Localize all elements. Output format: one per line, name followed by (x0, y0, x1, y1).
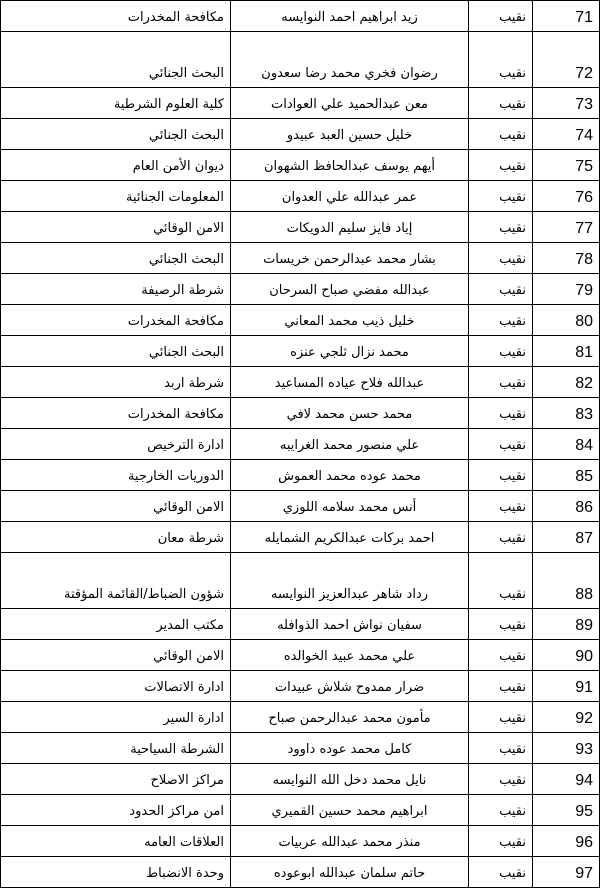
table-row (1, 764, 600, 795)
row-rank: نقيب (469, 733, 533, 764)
officers-table-body (1, 1, 600, 888)
row-number: 73 (533, 88, 600, 119)
row-rank: نقيب (469, 398, 533, 429)
row-name: محمد نزال ثلجي عنزه (231, 336, 469, 367)
row-name: عبدالله فلاح عياده المساعيد (231, 367, 469, 398)
row-unit: المعلومات الجنائية (1, 181, 231, 212)
row-rank: نقيب (469, 795, 533, 826)
table-row (1, 181, 600, 212)
row-number: 90 (533, 640, 600, 671)
row-number: 74 (533, 119, 600, 150)
row-unit: البحث الجنائي (1, 32, 231, 88)
row-number: 81 (533, 336, 600, 367)
table-row (1, 826, 600, 857)
row-unit: شرطة معان (1, 522, 231, 553)
row-rank: نقيب (469, 243, 533, 274)
row-rank: نقيب (469, 702, 533, 733)
table-row (1, 274, 600, 305)
row-unit: شرطة الرصيفة (1, 274, 231, 305)
row-number: 71 (533, 1, 600, 32)
row-unit: الدوريات الخارجية (1, 460, 231, 491)
row-name: عبدالله مفضي صباح السرحان (231, 274, 469, 305)
row-name: خليل ذيب محمد المعاني (231, 305, 469, 336)
row-unit: ادارة الاتصالات (1, 671, 231, 702)
row-rank: نقيب (469, 88, 533, 119)
row-number: 95 (533, 795, 600, 826)
row-rank: نقيب (469, 1, 533, 32)
table-row (1, 336, 600, 367)
table-row (1, 702, 600, 733)
row-number: 82 (533, 367, 600, 398)
row-rank: نقيب (469, 764, 533, 795)
row-number: 92 (533, 702, 600, 733)
row-rank: نقيب (469, 491, 533, 522)
row-rank: نقيب (469, 32, 533, 88)
row-unit: الشرطة السياحية (1, 733, 231, 764)
row-unit: وحدة الانضباط (1, 857, 231, 888)
row-number: 83 (533, 398, 600, 429)
row-unit: مكافحة المخدرات (1, 1, 231, 32)
row-unit: مكافحة المخدرات (1, 398, 231, 429)
row-unit: مكتب المدير (1, 609, 231, 640)
row-name: محمد حسن محمد لافي (231, 398, 469, 429)
table-row (1, 795, 600, 826)
row-unit: مكافحة المخدرات (1, 305, 231, 336)
table-row (1, 243, 600, 274)
row-name: كامل محمد عوده داوود (231, 733, 469, 764)
table-row (1, 491, 600, 522)
row-rank: نقيب (469, 336, 533, 367)
row-name: نايل محمد دخل الله النوايسه (231, 764, 469, 795)
table-row (1, 150, 600, 181)
row-rank: نقيب (469, 640, 533, 671)
table-row (1, 367, 600, 398)
row-unit: البحث الجنائي (1, 336, 231, 367)
table-row (1, 1, 600, 32)
row-unit: الامن الوقائي (1, 640, 231, 671)
row-number: 88 (533, 553, 600, 609)
row-number: 76 (533, 181, 600, 212)
row-number: 94 (533, 764, 600, 795)
row-number: 85 (533, 460, 600, 491)
row-number: 84 (533, 429, 600, 460)
row-name: محمد عوده محمد العموش (231, 460, 469, 491)
row-unit: مراكز الاصلاح (1, 764, 231, 795)
row-name: معن عبدالحميد علي العوادات (231, 88, 469, 119)
row-number: 93 (533, 733, 600, 764)
row-unit: العلاقات العامه (1, 826, 231, 857)
row-rank: نقيب (469, 367, 533, 398)
table-row (1, 305, 600, 336)
row-unit: ادارة الترخيص (1, 429, 231, 460)
row-rank: نقيب (469, 119, 533, 150)
table-row (1, 522, 600, 553)
row-name: بشار محمد عبدالرحمن خريسات (231, 243, 469, 274)
row-name: منذر محمد عبدالله عربيات (231, 826, 469, 857)
table-row (1, 609, 600, 640)
row-unit: البحث الجنائي (1, 119, 231, 150)
row-name: زيد ابراهيم احمد النوايسه (231, 1, 469, 32)
row-name: أيهم يوسف عبدالحافظ الشهوان (231, 150, 469, 181)
row-rank: نقيب (469, 671, 533, 702)
row-unit: البحث الجنائي (1, 243, 231, 274)
row-rank: نقيب (469, 826, 533, 857)
table-row (1, 398, 600, 429)
table-row (1, 460, 600, 491)
row-number: 96 (533, 826, 600, 857)
table-row (1, 429, 600, 460)
row-rank: نقيب (469, 857, 533, 888)
row-rank: نقيب (469, 429, 533, 460)
table-row (1, 640, 600, 671)
row-number: 79 (533, 274, 600, 305)
row-number: 77 (533, 212, 600, 243)
row-number: 86 (533, 491, 600, 522)
row-rank: نقيب (469, 522, 533, 553)
table-row (1, 553, 600, 609)
row-unit: ديوان الأمن العام (1, 150, 231, 181)
row-name: إياد فايز سليم الدويكات (231, 212, 469, 243)
row-rank: نقيب (469, 553, 533, 609)
row-number: 89 (533, 609, 600, 640)
row-name: علي منصور محمد الغرايبه (231, 429, 469, 460)
row-number: 80 (533, 305, 600, 336)
row-number: 78 (533, 243, 600, 274)
row-name: مأمون محمد عبدالرحمن صباح (231, 702, 469, 733)
table-row (1, 857, 600, 888)
row-name: ابراهيم محمد حسين القميري (231, 795, 469, 826)
table-row (1, 212, 600, 243)
table-row (1, 733, 600, 764)
row-unit: شؤون الضباط/القائمة المؤقتة (1, 553, 231, 609)
row-rank: نقيب (469, 305, 533, 336)
row-number: 75 (533, 150, 600, 181)
row-name: حاتم سلمان عبدالله ابوعوده (231, 857, 469, 888)
row-rank: نقيب (469, 181, 533, 212)
row-name: ضرار ممدوح شلاش عبيدات (231, 671, 469, 702)
row-name: سفيان نواش احمد الذوافله (231, 609, 469, 640)
row-rank: نقيب (469, 274, 533, 305)
table-row (1, 119, 600, 150)
row-number: 97 (533, 857, 600, 888)
row-name: عمر عبدالله علي العدوان (231, 181, 469, 212)
table-row (1, 88, 600, 119)
row-name: احمد بركات عبدالكريم الشمايله (231, 522, 469, 553)
row-name: خليل حسين العبد عبيدو (231, 119, 469, 150)
row-unit: امن مراكز الحدود (1, 795, 231, 826)
row-rank: نقيب (469, 212, 533, 243)
row-number: 91 (533, 671, 600, 702)
row-unit: الامن الوقائي (1, 212, 231, 243)
row-number: 72 (533, 32, 600, 88)
row-number: 87 (533, 522, 600, 553)
table-row (1, 32, 600, 88)
row-unit: شرطة اربد (1, 367, 231, 398)
row-unit: الامن الوقائي (1, 491, 231, 522)
table-row (1, 671, 600, 702)
row-name: أنس محمد سلامه اللوزي (231, 491, 469, 522)
row-rank: نقيب (469, 609, 533, 640)
row-name: علي محمد عبيد الخوالده (231, 640, 469, 671)
row-unit: ادارة السير (1, 702, 231, 733)
row-rank: نقيب (469, 150, 533, 181)
row-unit: كلية العلوم الشرطية (1, 88, 231, 119)
row-name: رضوان فخري محمد رضا سعدون (231, 32, 469, 88)
row-rank: نقيب (469, 460, 533, 491)
row-name: رداد شاهر عبدالعزيز النوايسه (231, 553, 469, 609)
